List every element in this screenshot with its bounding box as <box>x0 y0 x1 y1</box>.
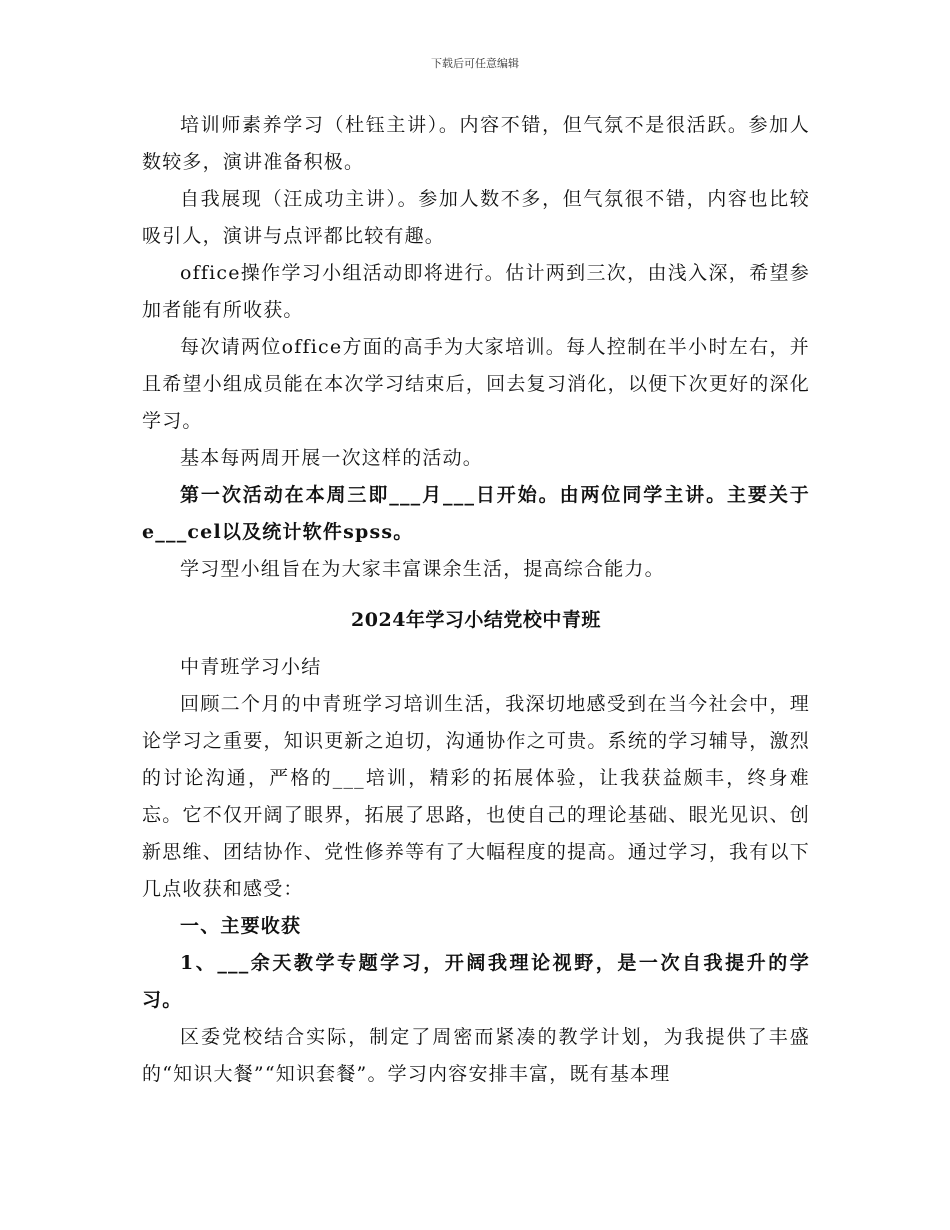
paragraph-subtitle: 中青班学习小结 <box>180 656 322 678</box>
paragraph-office-group: office操作学习小组活动即将进行。估计两到三次，由浅入深，希望参加者能有所收获。 <box>142 262 810 321</box>
paragraph-self-presentation: 自我展现（汪成功主讲）。参加人数不多，但气氛很不错，内容也比较吸引人，演讲与点评都比较有趣。 <box>142 188 810 247</box>
paragraph-first-activity: 第一次活动在本周三即___月___日开始。由两位同学主讲。主要关于e___cel以及统计软件spss。 <box>142 484 810 543</box>
paragraph-group-purpose: 学习型小组旨在为大家丰富课余生活，提高综合能力。 <box>180 558 665 580</box>
paragraph-trainer-study: 培训师素养学习（杜钰主讲）。内容不错，但气氛不是很活跃。参加人数较多，演讲准备积极。 <box>142 114 810 173</box>
header-note: 下载后可任意编辑 <box>431 57 519 70</box>
paragraph-biweekly: 基本每两周开展一次这样的活动。 <box>180 447 484 469</box>
heading-main-gains: 一、主要收获 <box>180 915 302 937</box>
document-body <box>142 107 810 1093</box>
heading-gain-1: 1、___余天教学专题学习，开阔我理论视野，是一次自我提升的学习。 <box>142 952 810 1011</box>
paragraph-curriculum: 区委党校结合实际，制定了周密而紧凑的教学计划，为我提供了丰盛的“知识大餐”“知识套餐”。学习内容安排丰富，既有基本理 <box>142 1026 810 1085</box>
paragraph-review: 回顾二个月的中青班学习培训生活，我深切地感受到在当今社会中，理论学习之重要，知识更新之迫切，沟通协作之可贵。系统的学习辅导，激烈的讨论沟通，严格的___培训，精彩的拓展体验，让我获益颇丰，终身难忘。它不仅开阔了眼界，拓展了思路，也使自己的理论基础、眼光见识、创新思维、团结协作、党性修养等有了大幅程度的提高。通过学习，我有以下几点收获和感受： <box>142 693 810 900</box>
section-title: 2024年学习小结党校中青班 <box>351 609 601 631</box>
paragraph-office-training: 每次请两位office方面的高手为大家培训。每人控制在半小时左右，并且希望小组成员能在本次学习结束后，回去复习消化，以便下次更好的深化学习。 <box>142 336 810 432</box>
